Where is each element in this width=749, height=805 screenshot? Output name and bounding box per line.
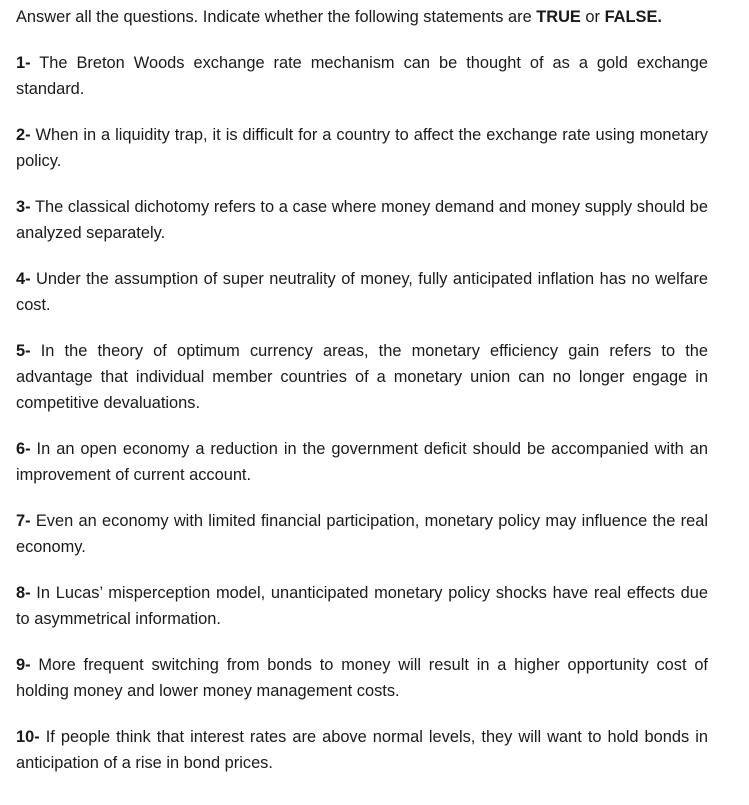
question-text: The Breton Woods exchange rate mechanism can be thought of as a gold exchange standard. [16, 54, 708, 98]
question-text: The classical dichotomy refers to a case where money demand and money supply should be analyzed separately. [16, 198, 708, 242]
question-text: More frequent switching from bonds to money will result in a higher opportunity cost of holding money and lower money management costs. [16, 656, 708, 700]
question-9 [16, 652, 708, 704]
true-word: TRUE [536, 8, 581, 26]
question-text: Even an economy with limited financial participation, monetary policy may influence the real economy. [16, 512, 708, 556]
question-number: 10- [16, 728, 40, 746]
question-text: Under the assumption of super neutrality of money, fully anticipated inflation has no welfare cost. [16, 270, 708, 314]
question-10 [16, 724, 708, 776]
question-7 [16, 508, 708, 560]
false-word: FALSE. [604, 8, 662, 26]
question-number: 7- [16, 512, 31, 530]
question-number: 6- [16, 440, 31, 458]
question-text: In the theory of optimum currency areas, the monetary efficiency gain refers to the advantage that individual member countries of a monetary union can no longer engage in competitive devaluations. [16, 342, 708, 412]
question-2 [16, 122, 708, 174]
question-1 [16, 50, 708, 102]
question-text: When in a liquidity trap, it is difficult for a country to affect the exchange rate using monetary policy. [16, 126, 708, 170]
question-6 [16, 436, 708, 488]
question-text: In an open economy a reduction in the government deficit should be accompanied with an improvement of current account. [16, 440, 708, 484]
instructions [16, 4, 708, 30]
question-text: If people think that interest rates are above normal levels, they will want to hold bonds in anticipation of a rise in bond prices. [16, 728, 708, 772]
question-number: 3- [16, 198, 31, 216]
question-3 [16, 194, 708, 246]
question-number: 8- [16, 584, 31, 602]
question-4 [16, 266, 708, 318]
question-number: 9- [16, 656, 31, 674]
instructions-or: or [580, 8, 605, 26]
question-number: 2- [16, 126, 31, 144]
question-number: 4- [16, 270, 31, 288]
document-body [16, 4, 708, 796]
question-number: 1- [16, 54, 31, 72]
question-number: 5- [16, 342, 31, 360]
instructions-text: Answer all the questions. Indicate whether the following statements are [16, 8, 537, 26]
question-text: In Lucas’ misperception model, unanticipated monetary policy shocks have real effects due to asymmetrical information. [16, 584, 708, 628]
question-5 [16, 338, 708, 416]
question-8 [16, 580, 708, 632]
